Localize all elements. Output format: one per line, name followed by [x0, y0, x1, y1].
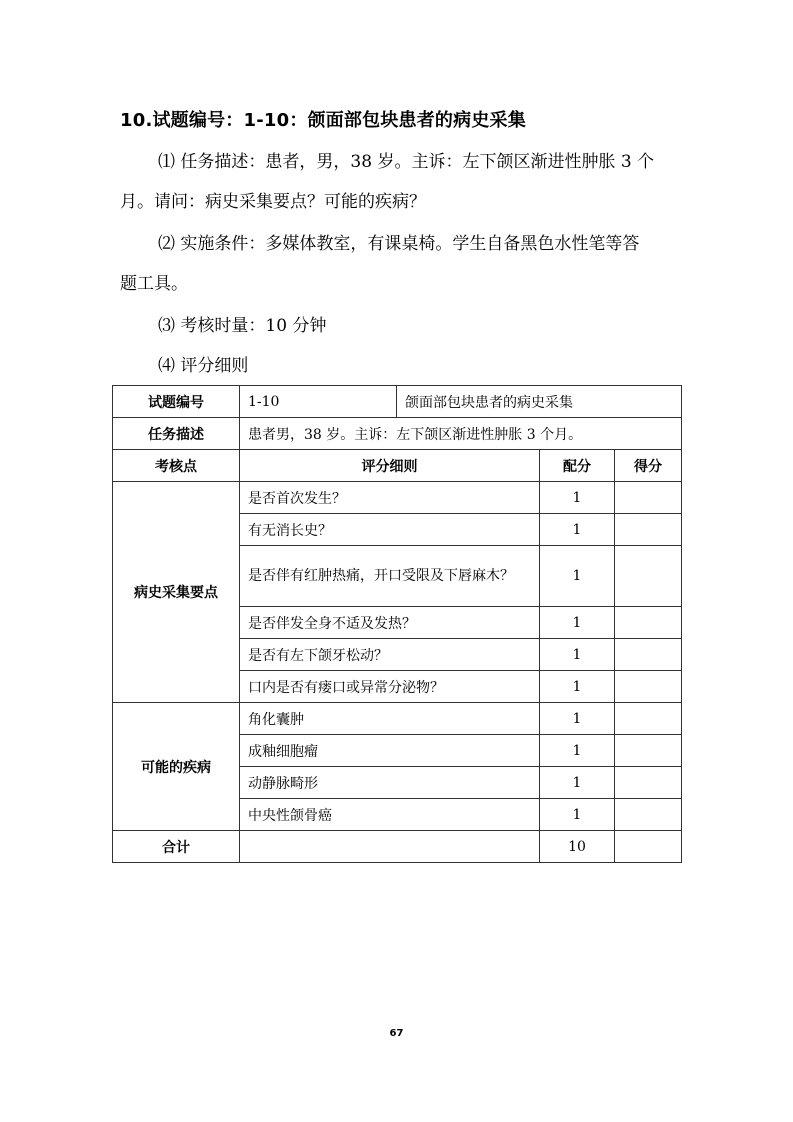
- page-number: 67: [389, 1028, 404, 1039]
- scoring-table: [112, 385, 682, 863]
- points-cell: 1: [540, 482, 615, 514]
- points-cell: 1: [540, 735, 615, 767]
- points-cell: 1: [540, 799, 615, 831]
- points-cell: 1: [540, 767, 615, 799]
- table-row: [113, 418, 682, 450]
- header-score: 得分: [615, 450, 682, 482]
- points-cell: 1: [540, 514, 615, 546]
- score-cell[interactable]: [615, 799, 682, 831]
- criteria-cell: 口内是否有瘘口或异常分泌物？: [240, 671, 540, 703]
- criteria-cell: 是否有左下颌牙松动？: [240, 639, 540, 671]
- table-row: [113, 703, 682, 735]
- criteria-cell: 角化囊肿: [240, 703, 540, 735]
- total-score-cell[interactable]: [615, 831, 682, 863]
- task-description-line1: ⑴ 任务描述：患者，男，38 岁。主诉：左下颌区渐进性肿胀 3 个: [158, 152, 655, 172]
- score-cell[interactable]: [615, 639, 682, 671]
- title-value: 颌面部包块患者的病史采集: [397, 386, 682, 418]
- exam-time: ⑶ 考核时量：10 分钟: [158, 316, 327, 336]
- table-row: [113, 482, 682, 514]
- total-label: 合计: [113, 831, 240, 863]
- id-value: 1-10: [240, 386, 397, 418]
- points-cell: 1: [540, 607, 615, 639]
- group-history: 病史采集要点: [113, 482, 240, 703]
- criteria-cell: 成釉细胞瘤: [240, 735, 540, 767]
- score-cell[interactable]: [615, 671, 682, 703]
- conditions-line1: ⑵ 实施条件：多媒体教室，有课桌椅。学生自备黑色水性笔等答: [158, 234, 640, 254]
- score-cell[interactable]: [615, 514, 682, 546]
- score-cell[interactable]: [615, 767, 682, 799]
- total-empty: [240, 831, 540, 863]
- criteria-cell: 动静脉畸形: [240, 767, 540, 799]
- total-value: 10: [540, 831, 615, 863]
- score-cell[interactable]: [615, 703, 682, 735]
- header-checkpoint: 考核点: [113, 450, 240, 482]
- criteria-cell: 是否伴发全身不适及发热？: [240, 607, 540, 639]
- total-row: [113, 831, 682, 863]
- criteria-cell: 中央性颌骨癌: [240, 799, 540, 831]
- score-cell[interactable]: [615, 735, 682, 767]
- table-header-row: [113, 450, 682, 482]
- task-description-line2: 月。请问：病史采集要点？可能的疾病？: [120, 192, 426, 212]
- conditions-line2: 题工具。: [120, 274, 188, 294]
- task-label: 任务描述: [113, 418, 240, 450]
- table-row: [113, 386, 682, 418]
- id-label: 试题编号: [113, 386, 240, 418]
- score-cell[interactable]: [615, 482, 682, 514]
- question-heading: 10.试题编号：1-10：颌面部包块患者的病史采集: [120, 110, 526, 131]
- criteria-cell: 是否首次发生？: [240, 482, 540, 514]
- points-cell: 1: [540, 546, 615, 607]
- scoring-rules-title: ⑷ 评分细则: [158, 356, 249, 376]
- score-cell[interactable]: [615, 546, 682, 607]
- header-criteria: 评分细则: [240, 450, 540, 482]
- task-value: 患者男，38 岁。主诉：左下颌区渐进性肿胀 3 个月。: [240, 418, 682, 450]
- points-cell: 1: [540, 703, 615, 735]
- points-cell: 1: [540, 671, 615, 703]
- points-cell: 1: [540, 639, 615, 671]
- criteria-cell: 有无消长史？: [240, 514, 540, 546]
- score-cell[interactable]: [615, 607, 682, 639]
- header-points: 配分: [540, 450, 615, 482]
- group-diseases: 可能的疾病: [113, 703, 240, 831]
- criteria-cell: 是否伴有红肿热痛，开口受限及下唇麻木？: [240, 546, 540, 607]
